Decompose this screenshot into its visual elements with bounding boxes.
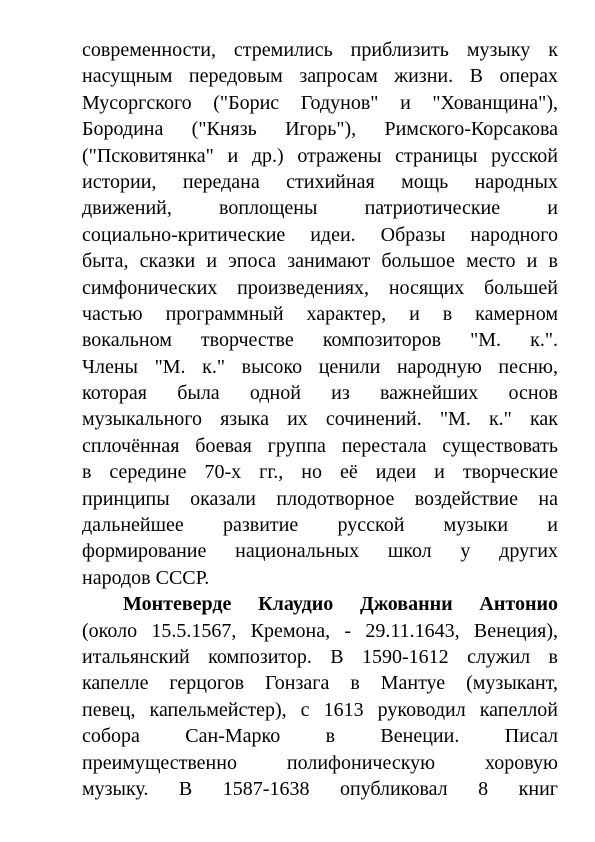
text-line: сплочённая боевая группа перестала существовать — [82, 434, 558, 457]
text-line: ("Псковитянка" и др.) отражены страницы русской — [82, 144, 558, 167]
text-line: Члены "М. к." высоко ценили народную песню, — [82, 355, 558, 378]
text-line: быта, сказки и эпоса занимают большое место и в — [82, 250, 558, 273]
document-page — [82, 37, 558, 802]
text-line: собора Сан-Марко в Венеции. Писал — [82, 725, 558, 748]
text-line: насущным передовым запросам жизни. В операх — [82, 65, 558, 88]
text-line: принципы оказали плодотворное воздействие на — [82, 487, 558, 510]
text-line: дальнейшее развитие русской музыки и — [82, 514, 558, 537]
text-line: преимущественно полифоническую хоровую — [82, 751, 558, 774]
text-line: музыкального языка их сочинений. "М. к." как — [82, 408, 558, 431]
text-line: формирование национальных школ у других — [82, 540, 558, 563]
text-line: (около 15.5.1567, Кремона, - 29.11.1643, Венеция), — [82, 619, 558, 642]
text-line: Бородина ("Князь Игорь"), Римского-Корсакова — [82, 118, 558, 141]
paragraph-monteverdi — [82, 591, 558, 802]
text-line: частью программный характер, и в камерном — [82, 302, 558, 325]
text-line: движений, воплощены патриотические и — [82, 197, 558, 220]
entry-heading: Монтеверде Клаудио Джованни Антонио — [123, 593, 558, 616]
text-line: симфонических произведениях, носящих большей — [82, 276, 558, 299]
text-line: вокальном творчестве композиторов "М. к.". — [82, 329, 558, 352]
text-line: которая была одной из важнейших основ — [82, 382, 558, 405]
paragraph-mighty-handful — [82, 37, 558, 591]
text-line: итальянский композитор. В 1590-1612 служил в — [82, 645, 558, 668]
text-line: в середине 70-х гг., но её идеи и творческие — [82, 461, 558, 484]
text-line: истории, передана стихийная мощь народных — [82, 170, 558, 193]
text-line: певец, капельмейстер), с 1613 руководил капеллой — [82, 698, 558, 721]
text-line: Мусоргского ("Борис Годунов" и "Хованщина"), — [82, 91, 558, 114]
text-line: современности, стремились приблизить музыку к — [82, 39, 558, 61]
text-line: капелле герцогов Гонзага в Мантуе (музыкант, — [82, 672, 558, 695]
text-line: народов СССР. — [82, 566, 210, 589]
text-line: социально-критические идеи. Образы народного — [82, 223, 558, 246]
text-line: музыку. В 1587-1638 опубликовал 8 книг — [82, 777, 558, 800]
